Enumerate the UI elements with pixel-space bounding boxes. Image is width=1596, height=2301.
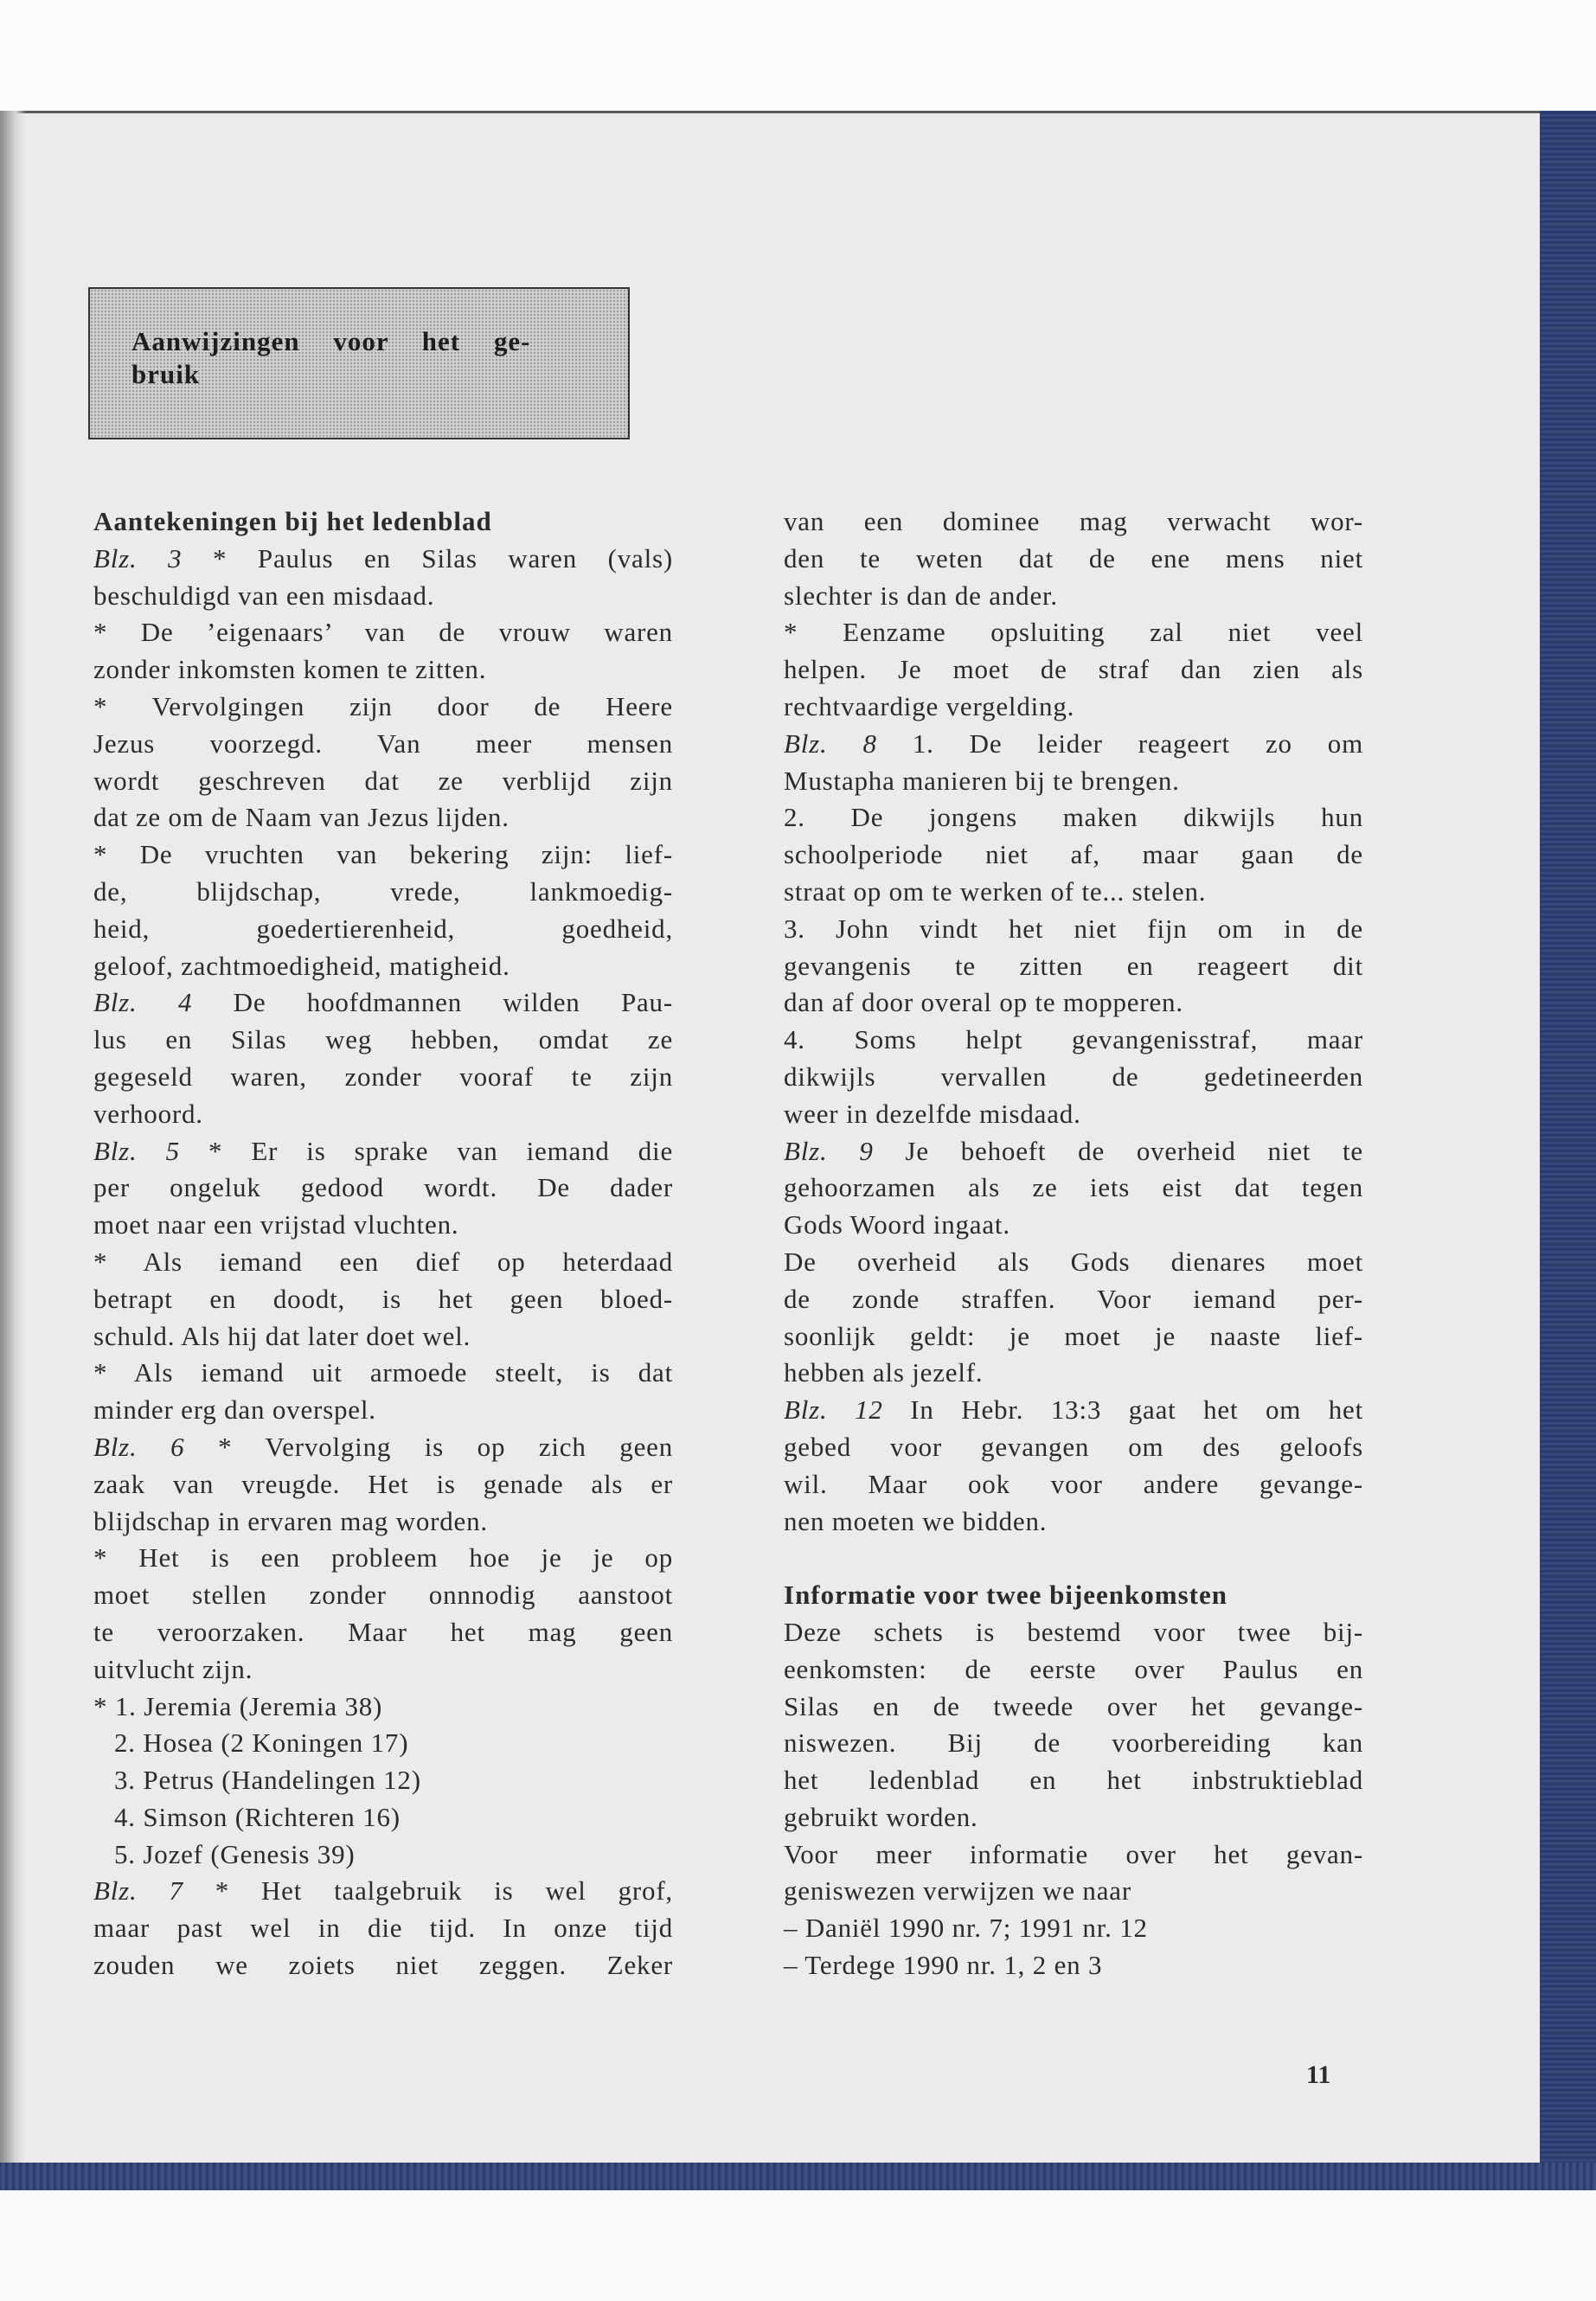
left-column-line: Aantekeningen bij het ledenblad [93,506,492,536]
left-column-line: 5. Jozef (Genesis 39) [114,1838,356,1869]
right-column-line: gebed voor gevangen om des geloofs [784,1431,1363,1462]
left-column-line: 3. Petrus (Handelingen 12) [114,1765,421,1796]
left-column-line: 4. Simson (Richteren 16) [114,1801,401,1832]
section-title-line-1: Aanwijzingen voor het ge- [131,326,531,356]
left-column-line: Blz. 6 * Vervolging is op zich geen [93,1431,673,1462]
left-column-line: * De vruchten van bekering zijn: lief- [93,839,673,870]
left-column-line: blijdschap in ervaren mag worden. [93,1505,488,1536]
left-column-line: te veroorzaken. Maar het mag geen [93,1616,673,1647]
left-column-line: schuld. Als hij dat later doet wel. [93,1320,471,1351]
right-column-line: de zonde straffen. Voor iemand per- [784,1283,1363,1314]
right-column-line: Silas en de tweede over het gevange- [784,1690,1363,1721]
right-column-line: Blz. 8 1. De leider reageert zo om [784,727,1363,759]
right-column-line: dikwijls vervallen de gedetineerden [784,1061,1363,1092]
section-title-line-2: bruik [131,359,201,389]
left-column-line: heid, goedertierenheid, goedheid, [93,913,673,944]
right-column-line: De overheid als Gods dienares moet [784,1246,1363,1277]
right-column-line: gehoorzamen als ze iets eist dat tegen [784,1172,1363,1203]
left-column-line: zaak van vreugde. Het is genade als er [93,1468,673,1499]
right-column-line: Mustapha manieren bij te brengen. [784,765,1180,796]
right-column-line: 2. De jongens maken dikwijls hun [784,802,1363,833]
right-column-line: helpen. Je moet de straf dan zien als [784,654,1363,685]
left-column-line: geloof, zachtmoedigheid, matigheid. [93,950,510,981]
left-column-line: lus en Silas weg hebben, omdat ze [93,1024,673,1055]
right-column-line: geniswezen verwijzen we naar [784,1875,1131,1907]
right-column-line: gevangenis te zitten en reageert dit [784,950,1363,981]
left-column-line: beschuldigd van een misdaad. [93,580,435,611]
scan-background-bottom [0,2190,1596,2301]
left-column-line: verhoord. [93,1098,203,1129]
right-column-line: den te weten dat de ene mens niet [784,542,1363,574]
left-column-line: * Het is een probleem hoe je je op [93,1542,673,1574]
right-column-line: dan af door overal op te mopperen. [784,987,1183,1018]
left-column-line: Blz. 4 De hoofdmannen wilden Pau- [93,987,673,1018]
left-column-line: de, blijdschap, vrede, lankmoedig- [93,875,673,907]
right-column-line: Blz. 12 In Hebr. 13:3 gaat het om het [784,1394,1363,1426]
section-title [131,325,616,391]
right-column-line: gebruikt worden. [784,1801,978,1832]
left-text-column [93,503,673,1984]
right-column-line: rechtvaardige vergelding. [784,690,1075,721]
left-column-line: maar past wel in die tijd. In onze tijd [93,1913,673,1944]
left-column-line: 2. Hosea (2 Koningen 17) [114,1727,409,1759]
right-column-line: het ledenblad en het inbstruktieblad [784,1765,1363,1796]
right-column-line: slechter is dan de ander. [784,580,1058,611]
left-column-line: * Als iemand een dief op heterdaad [93,1246,673,1277]
book-binding-right [1540,111,1596,2189]
left-column-line: moet stellen zonder onnnodig aanstoot [93,1580,673,1611]
right-column-line: Blz. 9 Je behoeft de overheid niet te [784,1135,1363,1166]
right-column-line [784,1540,1363,1577]
left-column-line: zonder inkomsten komen te zitten. [93,654,487,685]
scan-background-top [0,0,1596,111]
left-column-line: Blz. 3 * Paulus en Silas waren (vals) [93,542,673,574]
right-column-line: niswezen. Bij de voorbereiding kan [784,1727,1363,1759]
left-column-line: betrapt en doodt, is het geen bloed- [93,1283,673,1314]
left-column-line: zouden we zoiets niet zeggen. Zeker [93,1950,673,1981]
left-column-line: minder erg dan overspel. [93,1394,376,1426]
left-column-line: dat ze om de Naam van Jezus lijden. [93,802,510,833]
left-column-line: moet naar een vrijstad vluchten. [93,1209,459,1240]
right-column-line: wil. Maar ook voor andere gevange- [784,1468,1363,1499]
page-gutter-shadow [0,111,26,2189]
right-column-line: Gods Woord ingaat. [784,1209,1010,1240]
left-column-line: gegeseld waren, zonder vooraf te zijn [93,1061,673,1092]
right-column-line: nen moeten we bidden. [784,1505,1048,1536]
left-column-line: wordt geschreven dat ze verblijd zijn [93,765,673,796]
right-column-line: van een dominee mag verwacht wor- [784,506,1363,536]
left-column-line: * Vervolgingen zijn door de Heere [93,690,673,721]
right-column-line: – Daniël 1990 nr. 7; 1991 nr. 12 [784,1913,1148,1944]
right-column-line: Voor meer informatie over het gevan- [784,1838,1363,1869]
left-column-line: Jezus voorzegd. Van meer mensen [93,727,673,759]
left-column-line: Blz. 5 * Er is sprake van iemand die [93,1135,674,1166]
section-title-box [88,287,630,439]
right-column-line: hebben als jezelf. [784,1357,984,1388]
right-column-line: weer in dezelfde misdaad. [784,1098,1081,1129]
right-column-line: * Eenzame opsluiting zal niet veel [784,617,1363,648]
right-column-line: Informatie voor twee bijeenkomsten [784,1580,1227,1611]
left-column-line: * De ’eigenaars’ van de vrouw waren [93,617,673,648]
book-binding-bottom [0,2163,1596,2190]
right-column-line: – Terdege 1990 nr. 1, 2 en 3 [784,1950,1103,1981]
left-column-line: uitvlucht zijn. [93,1653,253,1684]
left-column-line: * 1. Jeremia (Jeremia 38) [93,1690,383,1721]
left-column-line: Blz. 7 * Het taalgebruik is wel grof, [93,1875,673,1907]
right-column-line: straat op om te werken of te... stelen. [784,875,1207,907]
left-column-line: per ongeluk gedood wordt. De dader [93,1172,673,1203]
right-column-line: 3. John vindt het niet fijn om in de [784,913,1363,944]
right-column-line: Deze schets is bestemd voor twee bij- [784,1616,1363,1647]
right-column-line: 4. Soms helpt gevangenisstraf, maar [784,1024,1363,1055]
right-column-line: schoolperiode niet af, maar gaan de [784,839,1363,870]
page-number: 11 [1306,2061,1331,2089]
left-column-line: * Als iemand uit armoede steelt, is dat [93,1357,673,1388]
right-column-line: soonlijk geldt: je moet je naaste lief- [784,1320,1363,1351]
right-column-line: eenkomsten: de eerste over Paulus en [784,1653,1363,1684]
right-text-column [784,503,1363,1984]
